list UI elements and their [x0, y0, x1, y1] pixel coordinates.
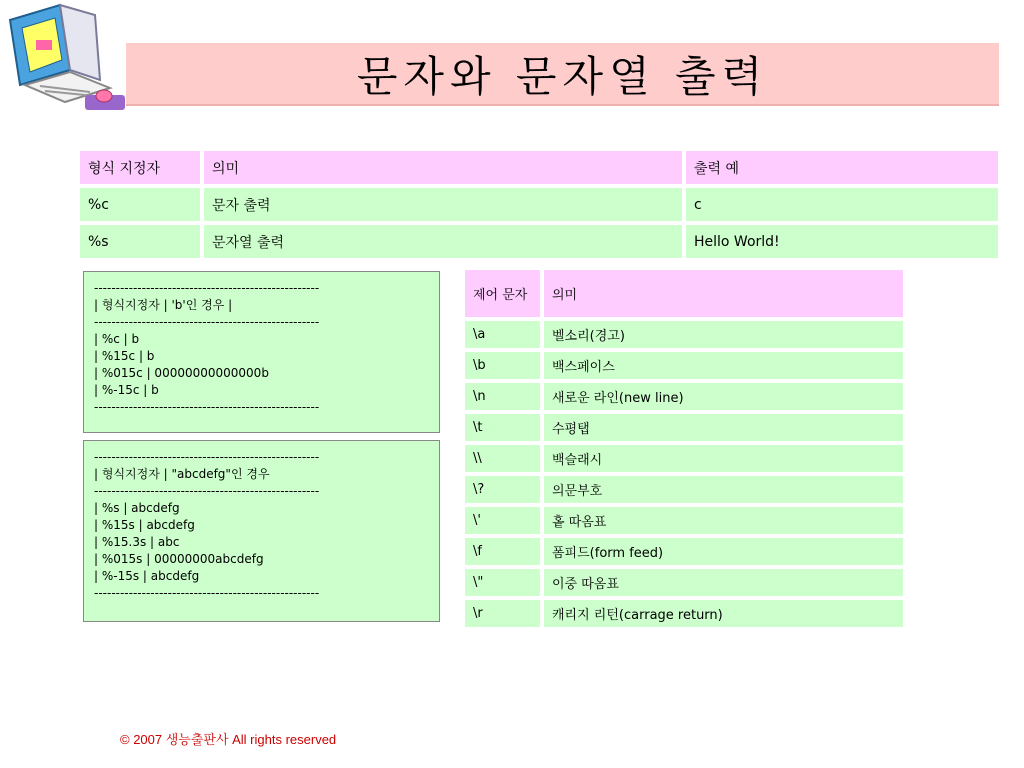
table-cell: c	[686, 188, 998, 221]
code-line: ----------------------------------------------------	[94, 586, 320, 600]
table-cell: 백스페이스	[544, 352, 903, 379]
table-cell: 이중 따옴표	[544, 569, 903, 596]
code-line: | 형식지정자 | 'b'인 경우 |	[94, 298, 233, 312]
table-row	[80, 188, 998, 221]
table-header-cell: 제어 문자	[465, 270, 540, 317]
code-line: ----------------------------------------------------	[94, 315, 320, 329]
table-cell: \f	[465, 538, 540, 565]
code-line: | %-15c | b	[94, 383, 159, 397]
table-cell: \t	[465, 414, 540, 441]
table-row	[465, 321, 903, 348]
table-cell: \r	[465, 600, 540, 627]
table-cell: \b	[465, 352, 540, 379]
table-row	[465, 352, 903, 379]
table-cell: \n	[465, 383, 540, 410]
table-cell: 백슬래시	[544, 445, 903, 472]
table-row	[465, 476, 903, 503]
char-format-example	[83, 271, 440, 433]
code-line: ----------------------------------------------------	[94, 450, 320, 464]
code-line: | %015s | 00000000abcdefg	[94, 552, 264, 566]
table-cell: Hello World!	[686, 225, 998, 258]
table-row	[465, 414, 903, 441]
code-line: | %s | abcdefg	[94, 501, 180, 515]
string-format-example	[83, 440, 440, 622]
table-header-cell: 출력 예	[686, 151, 998, 184]
code-line: | %15c | b	[94, 349, 155, 363]
table-cell: 캐리지 리턴(carrage return)	[544, 600, 903, 627]
code-line: ----------------------------------------------------	[94, 484, 320, 498]
table-cell: 문자 출력	[204, 188, 682, 221]
code-line: | %-15s | abcdefg	[94, 569, 200, 583]
computer-clipart-icon	[0, 0, 130, 115]
page-title: 문자와 문자열 출력	[356, 51, 769, 101]
table-cell: 문자열 출력	[204, 225, 682, 258]
table-cell: \a	[465, 321, 540, 348]
code-line: | %c | b	[94, 332, 140, 346]
table-header-row	[465, 270, 903, 317]
escape-sequence-table	[461, 266, 907, 631]
table-cell: 홑 따옴표	[544, 507, 903, 534]
table-cell: %s	[80, 225, 200, 258]
code-line: | %15.3s | abc	[94, 535, 180, 549]
code-line: ----------------------------------------------------	[94, 281, 320, 295]
table-row	[465, 538, 903, 565]
code-line: ----------------------------------------------------	[94, 400, 320, 414]
table-cell: %c	[80, 188, 200, 221]
code-line: | 형식지정자 | "abcdefg"인 경우	[94, 467, 270, 481]
table-row	[465, 569, 903, 596]
format-specifier-table	[76, 147, 1002, 262]
table-cell: \\	[465, 445, 540, 472]
table-header-cell: 형식 지정자	[80, 151, 200, 184]
table-cell: \"	[465, 569, 540, 596]
table-row	[80, 225, 998, 258]
table-header-cell: 의미	[544, 270, 903, 317]
table-cell: \'	[465, 507, 540, 534]
code-line: | %015c | 00000000000000b	[94, 366, 269, 380]
table-row	[465, 507, 903, 534]
copyright-footer: © 2007 생능출판사 All rights reserved	[120, 732, 337, 747]
table-cell: 새로운 라인(new line)	[544, 383, 903, 410]
table-cell: 벨소리(경고)	[544, 321, 903, 348]
table-cell: 의문부호	[544, 476, 903, 503]
title-bar	[126, 43, 999, 106]
table-cell: \?	[465, 476, 540, 503]
table-cell: 폼피드(form feed)	[544, 538, 903, 565]
table-header-cell: 의미	[204, 151, 682, 184]
table-row	[465, 445, 903, 472]
table-header-row	[80, 151, 998, 184]
code-line: | %15s | abcdefg	[94, 518, 195, 532]
table-row	[465, 600, 903, 627]
table-row	[465, 383, 903, 410]
table-cell: 수평탭	[544, 414, 903, 441]
